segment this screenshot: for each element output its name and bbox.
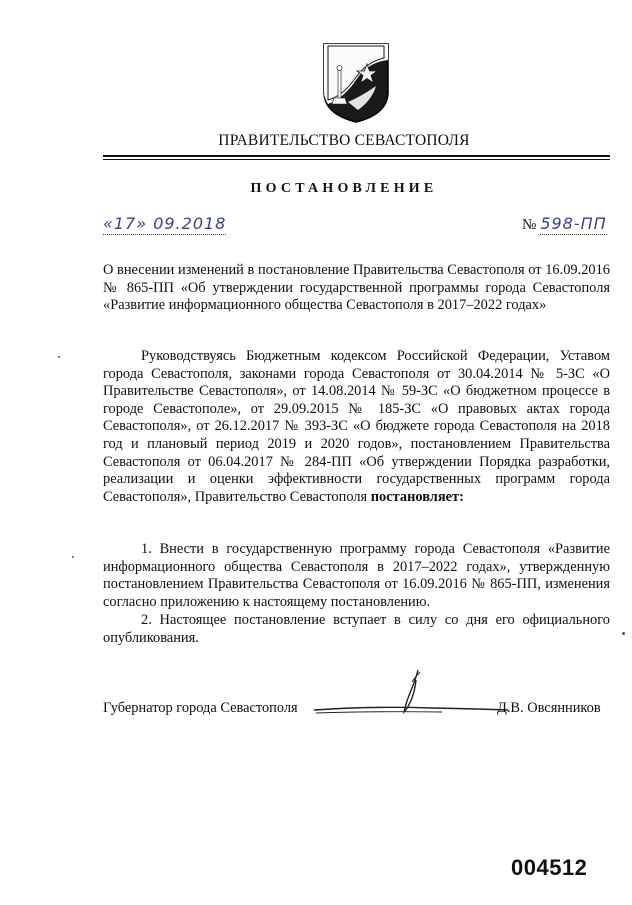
signatory-name: Д.В. Овсянников <box>497 700 601 716</box>
scan-speck <box>72 556 74 558</box>
resolution-subject: О внесении изменений в постановление Правительства Севастополя от 16.09.2016 № 865-ПП «Об утверждении государственной программы города Севастополя «Развитие информационного общества Севастополя в 2017–2022 годах» <box>103 262 610 314</box>
signatory-position: Губернатор города Севастополя <box>103 700 298 716</box>
number-sign: № <box>522 217 537 233</box>
handwritten-date: «17» 09.2018 <box>103 214 227 233</box>
handwritten-signature <box>312 668 512 720</box>
resolves-keyword: постановляет: <box>370 488 464 505</box>
preamble-paragraph <box>103 348 610 506</box>
document-type-title: ПОСТАНОВЛЕНИЕ <box>250 181 438 196</box>
handwritten-number: 598-ПП <box>540 214 607 233</box>
preamble-text: Руководствуясь Бюджетным кодексом Российской Федерации, Уставом города Севастополя, законами города Севастополя от 30.04.2014 № 5-ЗС «О Правительстве Севастополя», от 14.08.2014 № 59-ЗС «О бюджетном процессе в городе Севастополе», от 29.09.2015 № 185-ЗС «О правовых актах города Севастополя», от 26.12.2017 № 393-ЗС «О бюджете города Севастополя на 2018 год и плановый период 2019 и 2020 годов», постановлением Правительства Севастополя от 06.04.2017 № 284-ПП «Об утверждении Порядка разработки, реализации и оценки эффективности государственных программ города Севастополя», Правительство Севастополя <box>103 348 610 505</box>
document-date <box>103 214 226 233</box>
resolution-item-2: 2. Настоящее постановление вступает в силу со дня его официального опубликования. <box>103 612 610 646</box>
sevastopol-coat-of-arms-emblem <box>318 40 394 124</box>
header-rule-thick <box>103 155 610 157</box>
scan-speck <box>58 356 60 358</box>
document-number <box>522 214 607 234</box>
issuing-authority: ПРАВИТЕЛЬСТВО СЕВАСТОПОЛЯ <box>218 132 470 149</box>
resolution-item-1: 1. Внести в государственную программу города Севастополя «Развитие информационного общества Севастополя в 2017–2022 годах», утвержденную постановлением Правительства Севастополя от 16.09.2016 № 865-ПП, изменения согласно приложению к настоящему постановлению. <box>103 541 610 610</box>
header-rule-thin <box>103 159 610 160</box>
form-serial-number: 004512 <box>511 855 588 880</box>
scan-speck <box>622 632 625 635</box>
